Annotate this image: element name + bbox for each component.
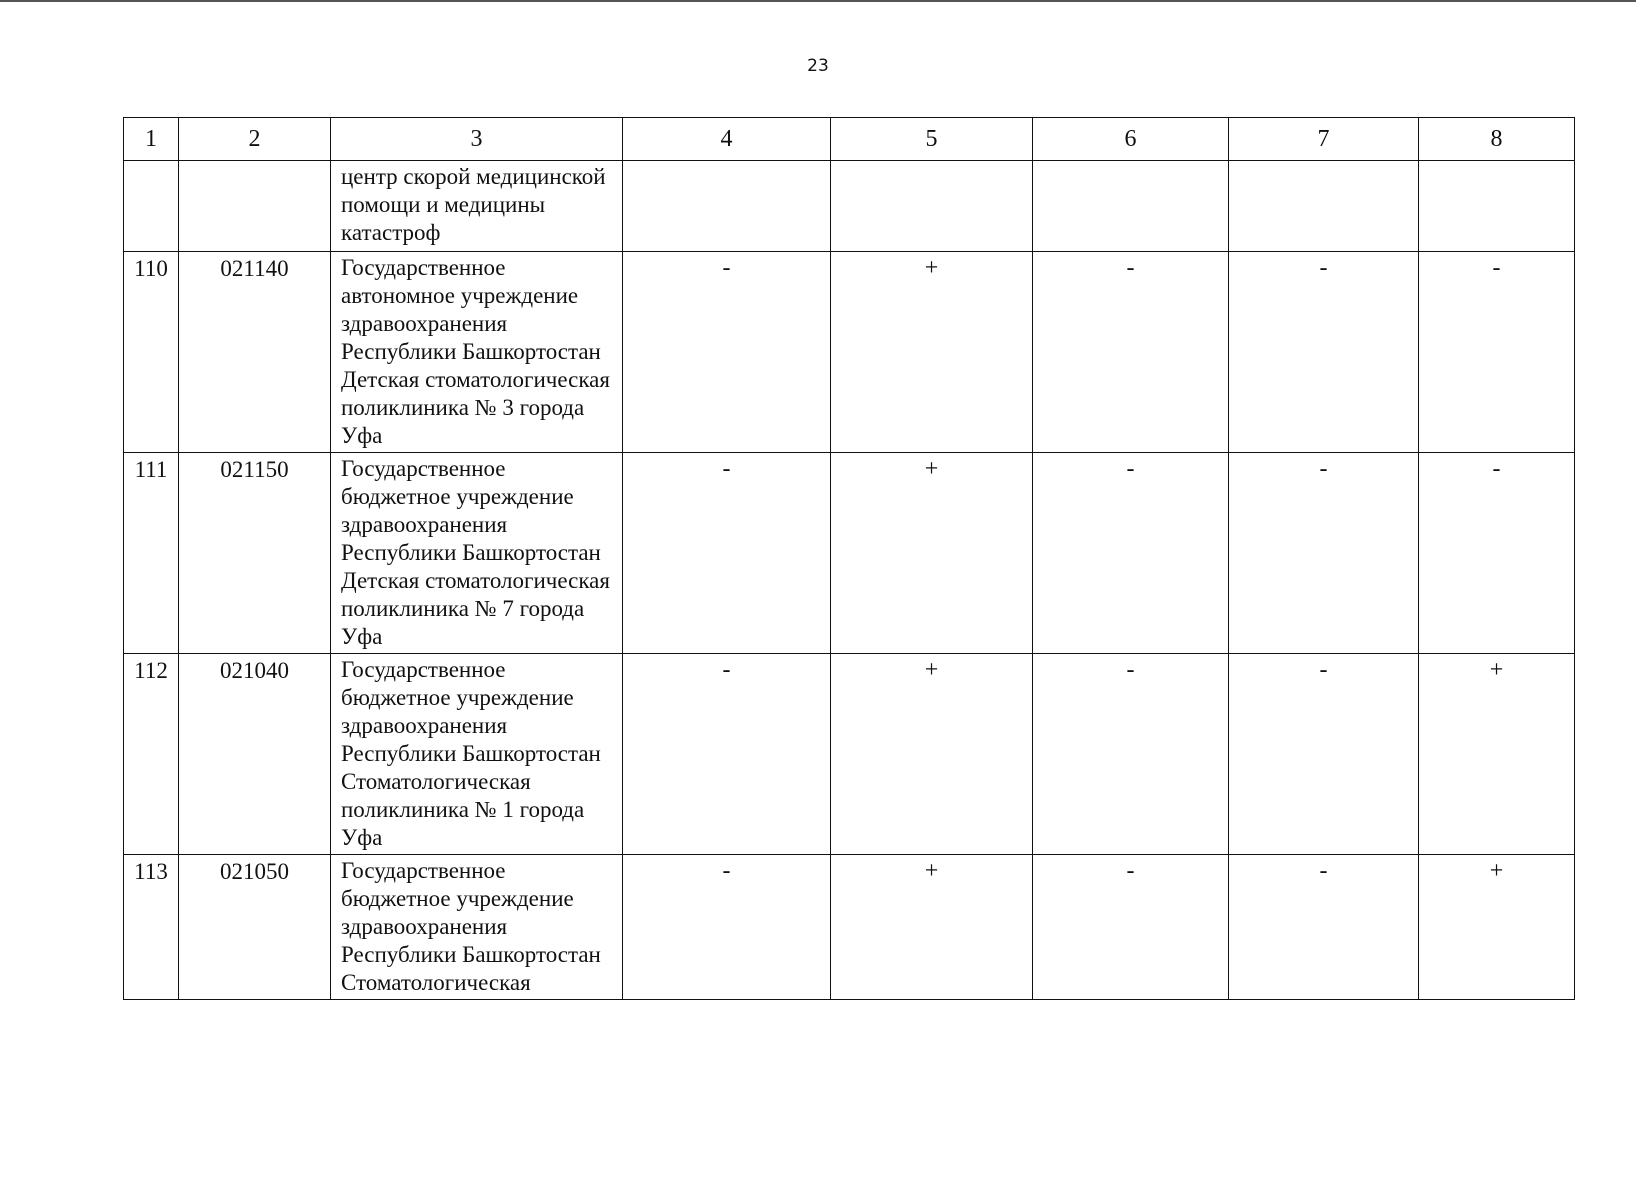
table-cell bbox=[831, 161, 1033, 252]
institution-name-cell: центр скорой медицинской помощи и медицины катастроф bbox=[331, 161, 623, 252]
table-cell bbox=[179, 161, 331, 252]
table-cell bbox=[1229, 161, 1419, 252]
column-header: 1 bbox=[124, 118, 179, 161]
table-cell bbox=[1419, 161, 1575, 252]
column-header: 5 bbox=[831, 118, 1033, 161]
mark-cell: + bbox=[831, 654, 1033, 855]
code-cell: 021140 bbox=[179, 252, 331, 453]
table-row bbox=[124, 855, 1575, 1000]
mark-cell: - bbox=[1033, 252, 1229, 453]
column-header: 7 bbox=[1229, 118, 1419, 161]
institution-name-cell: Государственное бюджетное учреждение здравоохранения Республики Башкортостан Стоматологическая поликлиника № 1 города Уфа bbox=[331, 654, 623, 855]
code-cell: 021150 bbox=[179, 453, 331, 654]
mark-cell: - bbox=[623, 654, 831, 855]
table-cell bbox=[1033, 161, 1229, 252]
mark-cell: - bbox=[1229, 855, 1419, 1000]
mark-cell: - bbox=[623, 453, 831, 654]
column-header: 4 bbox=[623, 118, 831, 161]
table-row bbox=[124, 453, 1575, 654]
mark-cell: - bbox=[1033, 654, 1229, 855]
table-cell bbox=[623, 161, 831, 252]
table-row bbox=[124, 252, 1575, 453]
institution-name-cell: Государственное бюджетное учреждение здравоохранения Республики Башкортостан Стоматологическая bbox=[331, 855, 623, 1000]
mark-cell: - bbox=[1229, 453, 1419, 654]
mark-cell: + bbox=[831, 855, 1033, 1000]
mark-cell: + bbox=[831, 453, 1033, 654]
table-row-continuation bbox=[124, 161, 1575, 252]
table-row bbox=[124, 654, 1575, 855]
column-header: 8 bbox=[1419, 118, 1575, 161]
column-header: 3 bbox=[331, 118, 623, 161]
row-number-cell: 111 bbox=[124, 453, 179, 654]
column-header: 2 bbox=[179, 118, 331, 161]
page-number: 23 bbox=[807, 56, 829, 76]
mark-cell: - bbox=[1229, 252, 1419, 453]
mark-cell: - bbox=[623, 252, 831, 453]
mark-cell: + bbox=[1419, 654, 1575, 855]
mark-cell: + bbox=[1419, 855, 1575, 1000]
mark-cell: - bbox=[1229, 654, 1419, 855]
institution-name-cell: Государственное автономное учреждение здравоохранения Республики Башкортостан Детская стоматологическая поликлиника № 3 города Уфа bbox=[331, 252, 623, 453]
mark-cell: - bbox=[1419, 252, 1575, 453]
table-cell bbox=[124, 161, 179, 252]
mark-cell: - bbox=[1033, 453, 1229, 654]
row-number-cell: 112 bbox=[124, 654, 179, 855]
column-header: 6 bbox=[1033, 118, 1229, 161]
institution-name-cell: Государственное бюджетное учреждение здравоохранения Республики Башкортостан Детская стоматологическая поликлиника № 7 города Уфа bbox=[331, 453, 623, 654]
scan-edge-line bbox=[0, 0, 1636, 2]
data-table bbox=[123, 117, 1575, 1000]
row-number-cell: 113 bbox=[124, 855, 179, 1000]
mark-cell: - bbox=[1419, 453, 1575, 654]
code-cell: 021040 bbox=[179, 654, 331, 855]
mark-cell: - bbox=[623, 855, 831, 1000]
code-cell: 021050 bbox=[179, 855, 331, 1000]
header-row bbox=[124, 118, 1575, 161]
mark-cell: + bbox=[831, 252, 1033, 453]
row-number-cell: 110 bbox=[124, 252, 179, 453]
mark-cell: - bbox=[1033, 855, 1229, 1000]
